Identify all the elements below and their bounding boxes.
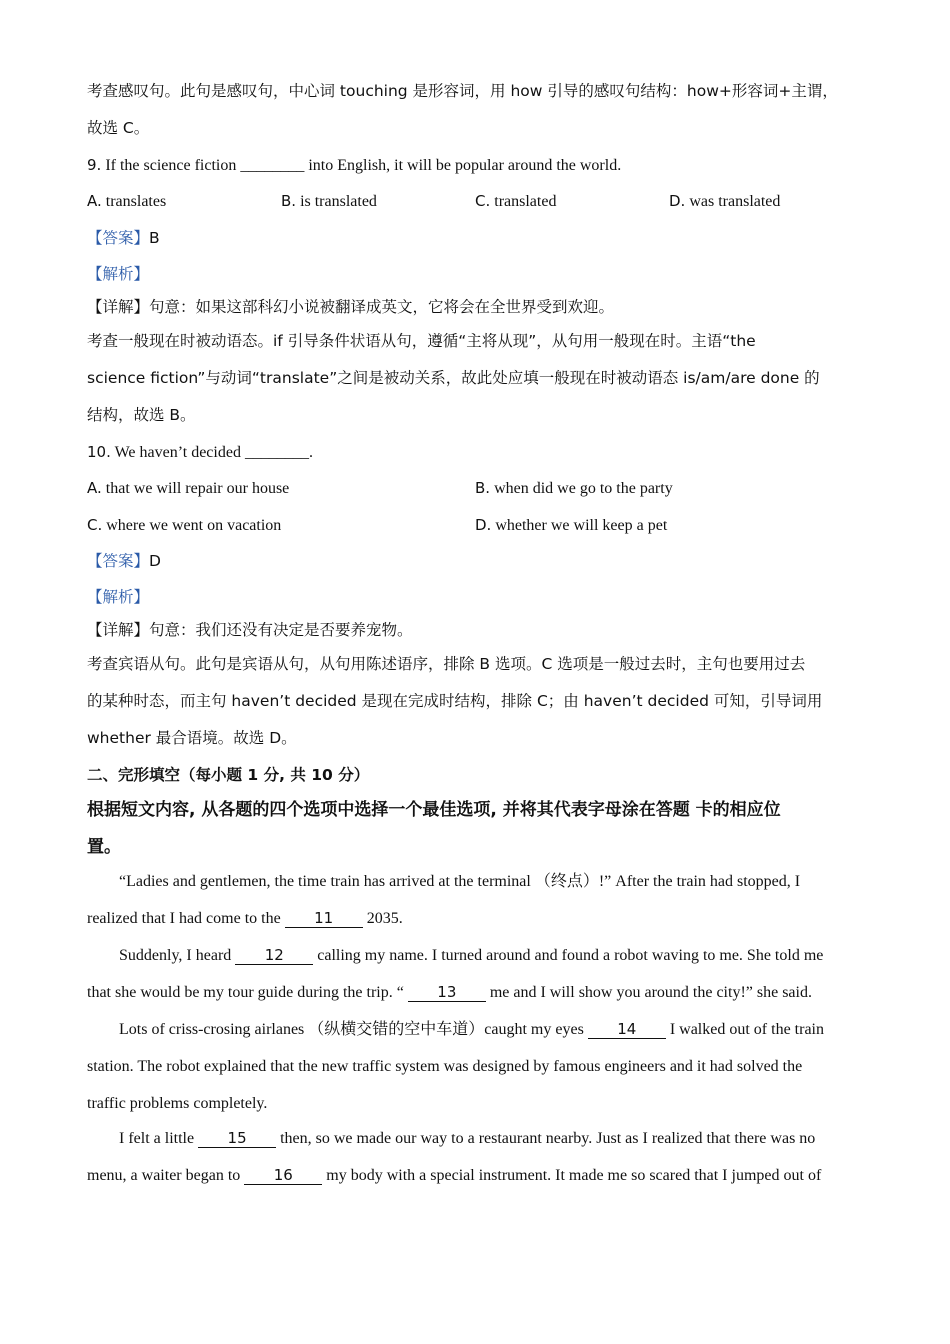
option-text: translated (494, 193, 557, 210)
option-text: translates (105, 193, 167, 210)
option-text: whether we will keep a pet (495, 517, 668, 534)
q10-option-d (475, 515, 667, 536)
option-key: D. (669, 192, 686, 210)
q9-explanation-line-2: science fiction”与动词“translate”之间是被动关系，故此处应填一般现在时被动语态 is/am/are done 的 (87, 369, 820, 387)
passage-p3-line-3: traffic problems completely. (87, 1095, 268, 1112)
section-instruction-line-2: 置。 (87, 837, 121, 857)
option-key: B. (281, 192, 297, 210)
blank-13: 13 (408, 984, 486, 1002)
option-text: was translated (689, 193, 781, 210)
q10-stem (87, 442, 313, 463)
q9-option-d (669, 191, 780, 212)
answer-label: 【答案】 (87, 229, 150, 247)
passage-text: I walked out of the train (665, 1021, 824, 1038)
passage-text: then, so we made our way to a restaurant nearby. Just as I realized that there was no (276, 1130, 816, 1147)
passage-text: that she would be my tour guide during the trip. “ (87, 984, 408, 1001)
q10-option-a (87, 478, 289, 499)
section-instruction-line-1: 根据短文内容, 从各题的四个选项中选择一个最佳选项, 并将其代表字母涂在答题 卡的相应位 (87, 800, 781, 820)
option-text: when did we go to the party (494, 480, 673, 497)
passage-text: my body with a special instrument. It made me so scared that I jumped out of (322, 1167, 822, 1184)
blank-16: 16 (244, 1167, 322, 1185)
q9-explanation-line-3: 结构，故选 B。 (87, 406, 196, 424)
q10-stem-text: We haven’t decided ________. (114, 444, 313, 461)
passage-p2-line-2 (87, 983, 812, 1003)
q10-number: 10. (87, 443, 111, 461)
passage-text: me and I will show you around the city!” she said. (485, 984, 812, 1001)
passage-text: Lots of criss-crosing airlanes （纵横交错的空中车道）caught my eyes (119, 1021, 588, 1038)
q10-explanation-line-3: whether 最合语境。故选 D。 (87, 729, 297, 747)
option-key: A. (87, 192, 102, 210)
blank-15: 15 (198, 1130, 276, 1148)
q9-option-a (87, 191, 166, 212)
q9-stem-text: If the science fiction ________ into English, it will be popular around the world. (105, 157, 622, 174)
detail-text: 句意：我们还没有决定是否要养宠物。 (149, 621, 413, 639)
answer-value: D (149, 552, 161, 570)
passage-text: realized that I had come to the (87, 910, 285, 927)
section-heading: 二、完形填空（每小题 1 分, 共 10 分） (87, 766, 370, 784)
option-key: C. (475, 192, 491, 210)
passage-text: Suddenly, I heard (119, 947, 236, 964)
passage-p1-line-2 (87, 909, 403, 929)
option-text: is translated (300, 193, 377, 210)
q10-explanation-line-1: 考查宾语从句。此句是宾语从句，从句用陈述语序，排除 B 选项。C 选项是一般过去时，主句也要用过去 (87, 655, 806, 673)
passage-p4-line-1 (119, 1129, 815, 1149)
q10-option-b (475, 478, 673, 499)
q10-explanation-line-2: 的某种时态，而主句 haven’t decided 是现在完成时结构，排除 C；由 haven’t decided 可知，引导词用 (87, 692, 823, 710)
answer-label: 【答案】 (87, 552, 150, 570)
option-key: C. (87, 516, 103, 534)
option-text: that we will repair our house (105, 480, 290, 497)
q9-stem (87, 155, 621, 176)
q10-answer (87, 551, 161, 571)
q10-option-c (87, 515, 281, 536)
option-key: A. (87, 479, 102, 497)
option-key: B. (475, 479, 491, 497)
q9-option-b (281, 191, 377, 212)
blank-12: 12 (235, 947, 313, 965)
passage-p3-line-1 (119, 1020, 824, 1040)
passage-text: 2035. (362, 910, 403, 927)
detail-text: 句意：如果这部科幻小说被翻译成英文，它将会在全世界受到欢迎。 (149, 298, 615, 316)
q10-analysis-label: 【解析】 (87, 588, 150, 606)
q9-analysis-label: 【解析】 (87, 265, 150, 283)
q9-answer (87, 228, 160, 248)
passage-p4-line-2 (87, 1166, 821, 1186)
q9-number: 9. (87, 156, 102, 174)
answer-value: B (149, 229, 160, 247)
q8-explanation-line-2: 故选 C。 (87, 119, 150, 137)
detail-label: 【详解】 (87, 298, 150, 316)
passage-p1-line-1: “Ladies and gentlemen, the time train has arrived at the terminal （终点）!” After the train had stopped, I (119, 873, 801, 890)
detail-label: 【详解】 (87, 621, 150, 639)
passage-p3-line-2: station. The robot explained that the new traffic system was designed by famous engineers and it had solved the (87, 1058, 803, 1075)
q9-detail (87, 297, 614, 317)
passage-text: menu, a waiter began to (87, 1167, 245, 1184)
blank-14: 14 (588, 1021, 666, 1039)
passage-text: calling my name. I turned around and found a robot waving to me. She told me (313, 947, 824, 964)
q8-explanation-line-1: 考查感叹句。此句是感叹句，中心词 touching 是形容词，用 how 引导的感叹句结构：how+形容词+主谓， (87, 82, 838, 100)
passage-text: I felt a little (119, 1130, 199, 1147)
option-text: where we went on vacation (106, 517, 282, 534)
blank-11: 11 (285, 910, 363, 928)
q9-option-c (475, 191, 556, 212)
q10-detail (87, 620, 413, 640)
q9-explanation-line-1: 考查一般现在时被动语态。if 引导条件状语从句，遵循“主将从现”，从句用一般现在时。主语“the (87, 332, 756, 350)
option-key: D. (475, 516, 492, 534)
passage-p2-line-1 (119, 946, 823, 966)
